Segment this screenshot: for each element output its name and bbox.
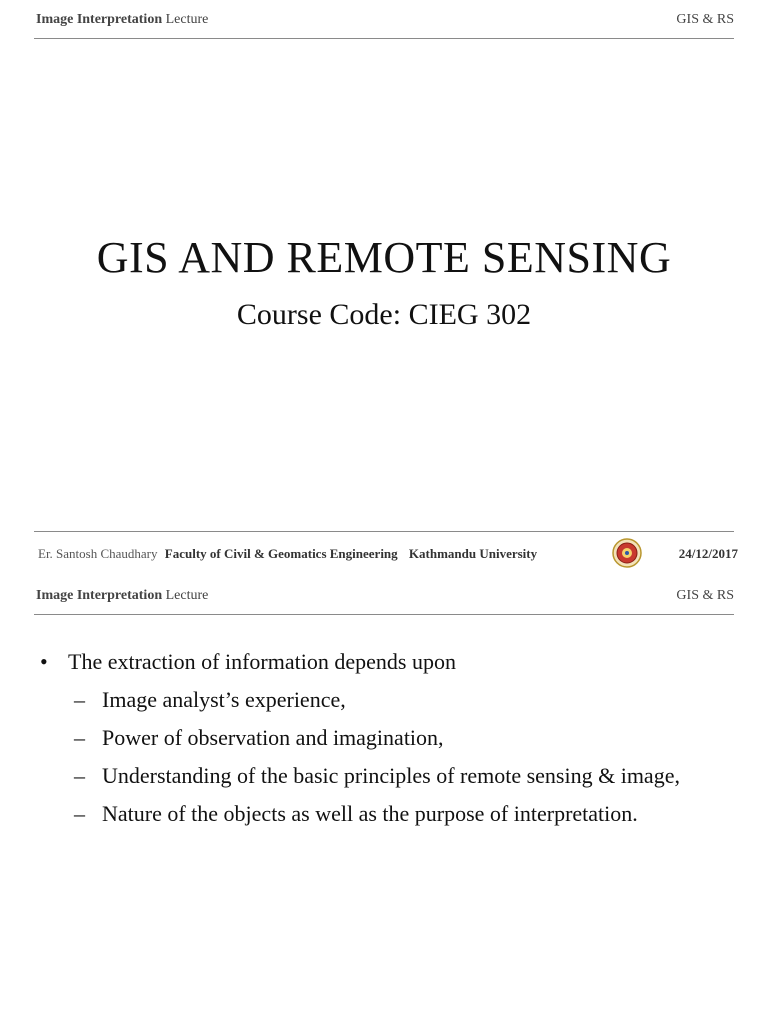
sub-item-text: Image analyst’s experience, [102, 687, 346, 712]
sub-item-observation [40, 722, 720, 754]
slide1-header [36, 12, 734, 32]
slide2-content [40, 646, 720, 830]
sub-item-experience [40, 684, 720, 716]
slide2-header-right: GIS & RS [676, 588, 734, 603]
sub-item-text: Understanding of the basic principles of remote sensing & image, [102, 763, 680, 788]
university-seal-icon [612, 538, 642, 568]
footer-faculty: Faculty of Civil & Geomatics Engineering [164, 546, 398, 561]
slide1-header-rule [34, 38, 734, 39]
footer-university: Kathmandu University [408, 546, 538, 561]
header-bold-text: Image Interpretation [36, 12, 163, 27]
sub-mark: – [74, 763, 85, 788]
sub-mark: – [74, 687, 85, 712]
slide1-header-left [36, 12, 208, 28]
sub-item-principles [40, 760, 720, 792]
footer-author: Er. Santosh Chaudhary [38, 546, 158, 561]
slide-title: GIS AND REMOTE SENSING [96, 233, 672, 282]
slide2-header-left [36, 588, 208, 604]
header-normal-text: Lecture [165, 588, 209, 603]
sub-item-text: Power of observation and imagination, [102, 725, 444, 750]
course-code: Course Code: CIEG 302 [236, 298, 532, 331]
bullet-text: The extraction of information depends upon [68, 649, 456, 674]
header-bold-text: Image Interpretation [36, 588, 163, 603]
bullet-item [40, 646, 720, 678]
slide1-footer-rule [34, 531, 734, 532]
slide2-header [36, 588, 734, 608]
sub-mark: – [74, 725, 85, 750]
bullet-mark: • [40, 649, 48, 674]
header-normal-text: Lecture [165, 12, 209, 27]
sub-item-text: Nature of the objects as well as the purpose of interpretation. [102, 801, 638, 826]
footer-date: 24/12/2017 [678, 546, 738, 561]
slide1-footer [38, 546, 537, 566]
sub-mark: – [74, 801, 85, 826]
sub-item-nature [40, 798, 720, 830]
slide1-header-right: GIS & RS [676, 12, 734, 27]
slide2-header-rule [34, 614, 734, 615]
